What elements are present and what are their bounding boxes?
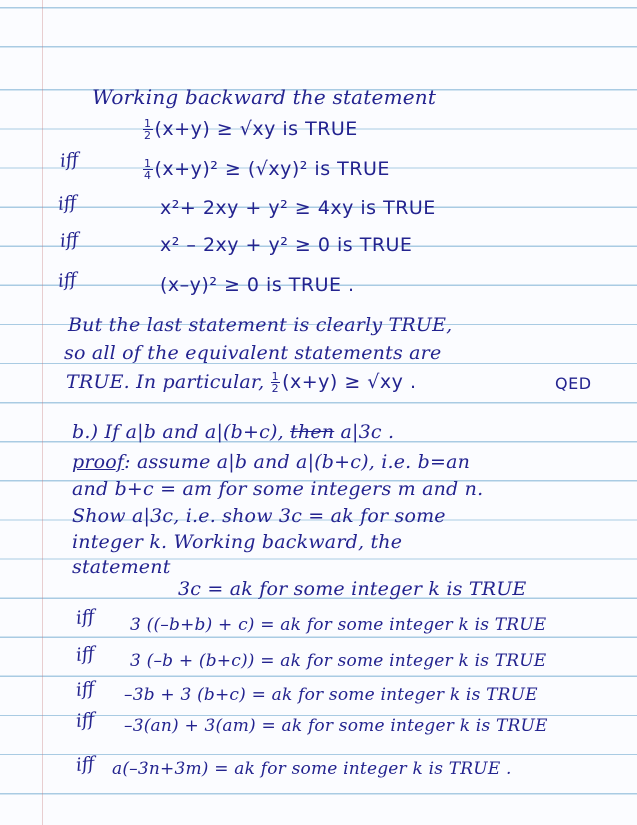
statement-3: x²+ 2xy + y² ≥ 4xy is TRUE bbox=[160, 197, 436, 219]
and-line: and b+c = am for some integers m and n. bbox=[72, 478, 484, 500]
iff-label-4: iff bbox=[56, 269, 78, 292]
heading-line: Working backward the statement bbox=[92, 85, 437, 109]
iff-label-5: iff bbox=[74, 606, 96, 629]
proof-line: proof: assume a|b and a|(b+c), i.e. b=an bbox=[72, 451, 471, 473]
statement-5: (x–y)² ≥ 0 is TRUE . bbox=[160, 274, 355, 296]
qed-mark: QED bbox=[555, 374, 592, 393]
iff-label-2: iff bbox=[56, 192, 78, 215]
fraction-quarter: $\frac{1}{4}$ bbox=[144, 157, 152, 182]
iff-label-7: iff bbox=[74, 678, 96, 701]
conclusion-line-3: TRUE. In particular, $\frac{1}{2}$ (x+y) ≥ √xy . bbox=[66, 370, 417, 395]
inequality-result: $\frac{1}{2}$ (x+y) ≥ √xy . bbox=[271, 370, 417, 395]
statement-b3: 3 (–b + (b+c)) = ak for some integer k is TRUE bbox=[130, 651, 547, 671]
statement-b5: –3(an) + 3(am) = ak for some integer k is TRUE bbox=[124, 716, 548, 736]
statement-b4: –3b + 3 (b+c) = ak for some integer k is TRUE bbox=[124, 685, 538, 705]
conclusion-line-2: so all of the equivalent statements are bbox=[64, 342, 442, 364]
fraction-half: $\frac{1}{2}$ bbox=[144, 117, 152, 142]
statement-b6: a(–3n+3m) = ak for some integer k is TRUE . bbox=[112, 759, 512, 779]
statement-b1: 3c = ak for some integer k is TRUE bbox=[178, 578, 527, 600]
iff-label-8: iff bbox=[74, 709, 96, 732]
statement-2: $\frac{1}{4}$ (x+y)² ≥ (√xy)² is TRUE bbox=[144, 157, 390, 182]
iff-label-9: iff bbox=[74, 753, 96, 776]
iff-label-3: iff bbox=[58, 229, 80, 252]
conclusion-line-1: But the last statement is clearly TRUE, bbox=[68, 314, 453, 336]
iff-label-1: iff bbox=[58, 149, 80, 172]
statement-word: statement bbox=[72, 556, 171, 578]
iff-label-6: iff bbox=[74, 643, 96, 666]
crossed-out-word: then bbox=[290, 421, 335, 443]
statement-4: x² – 2xy + y² ≥ 0 is TRUE bbox=[160, 234, 413, 256]
statement-b2: 3 ((–b+b) + c) = ak for some integer k is TRUE bbox=[130, 615, 547, 635]
proof-label: proof bbox=[72, 451, 125, 473]
integer-line: integer k. Working backward, the bbox=[72, 531, 403, 553]
part-b-heading: b.) If a|b and a|(b+c), then a|3c . bbox=[72, 421, 395, 443]
statement-1: $\frac{1}{2}$ (x+y) ≥ √xy is TRUE bbox=[144, 117, 358, 142]
show-line: Show a|3c, i.e. show 3c = ak for some bbox=[72, 505, 446, 527]
